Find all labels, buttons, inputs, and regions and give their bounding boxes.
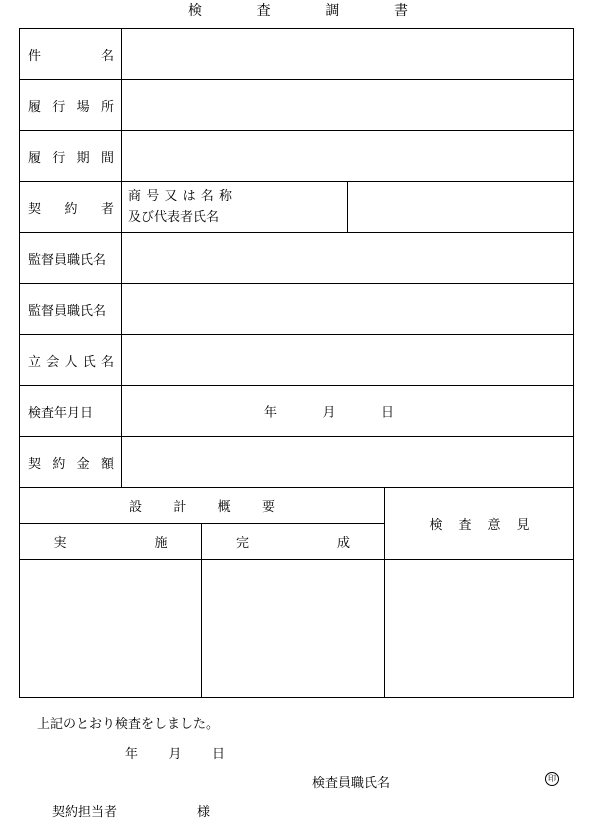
value-kantoku-2[interactable]	[122, 284, 574, 335]
value-tachiai[interactable]	[122, 335, 574, 386]
seal-icon: 印	[545, 772, 559, 786]
inspection-opinion-header: 検 査 意 見	[385, 487, 574, 560]
inspector-name-label: 検査員職氏名	[312, 776, 391, 791]
title-char: 査	[256, 3, 271, 19]
label-kantoku-1: 監督員職氏名	[20, 233, 122, 284]
row-kantoku-2	[20, 284, 574, 335]
label-keiyaku-kingaku: 契 約 金 額	[20, 437, 122, 488]
row-kensa-date	[20, 386, 574, 437]
jisshi-header: 実 施	[20, 524, 202, 560]
contract-person-label: 契約担当者	[52, 805, 118, 820]
label-kantoku-2: 監督員職氏名	[20, 284, 122, 335]
row-rikou-basho	[20, 80, 574, 131]
label-shougou: 商 号 又 は 名 称 及び代表者氏名	[122, 182, 348, 233]
inspection-form-table	[19, 28, 574, 488]
title-char: 検	[188, 3, 202, 19]
value-kensa-date[interactable]	[122, 386, 574, 437]
value-kenmei[interactable]	[122, 29, 574, 80]
value-keiyaku-kingaku[interactable]	[122, 437, 574, 488]
title-char: 調	[325, 3, 340, 19]
value-rikou-kikan[interactable]	[122, 131, 574, 182]
kansei-content[interactable]	[202, 560, 385, 697]
row-keiyaku-kingaku	[20, 437, 574, 488]
label-rikou-basho: 履 行 場 所	[20, 80, 122, 131]
row-tachiai	[20, 335, 574, 386]
kansei-header: 完 成	[202, 524, 385, 560]
row-kenmei	[20, 29, 574, 80]
footer-date: 年 月 日	[125, 747, 225, 762]
label-rikou-kikan: 履 行 期 間	[20, 131, 122, 182]
label-tachiai: 立 会 人 氏 名	[20, 335, 122, 386]
label-kenmei: 件 名	[20, 29, 122, 80]
label-kensa-date: 検査年月日	[20, 386, 122, 437]
value-kantoku-1[interactable]	[122, 233, 574, 284]
value-keiyakusha[interactable]	[348, 182, 574, 233]
title-char: 書	[393, 3, 408, 19]
document-title	[188, 0, 408, 20]
design-summary-header: 設 計 概 要	[20, 487, 385, 524]
row-rikou-kikan	[20, 131, 574, 182]
date-placeholder: 年 月 日	[264, 405, 394, 421]
value-rikou-basho[interactable]	[122, 80, 574, 131]
label-keiyakusha: 契 約 者	[20, 182, 122, 233]
completion-note: 上記のとおり検査をしました。	[37, 717, 220, 732]
summary-section	[19, 487, 574, 698]
jisshi-content[interactable]	[20, 560, 202, 697]
row-kantoku-1	[20, 233, 574, 284]
row-keiyakusha	[20, 182, 574, 233]
opinion-content[interactable]	[385, 560, 574, 697]
label-shougou-line2: 及び代表者氏名	[128, 210, 220, 225]
honorific-sama: 様	[197, 805, 211, 820]
